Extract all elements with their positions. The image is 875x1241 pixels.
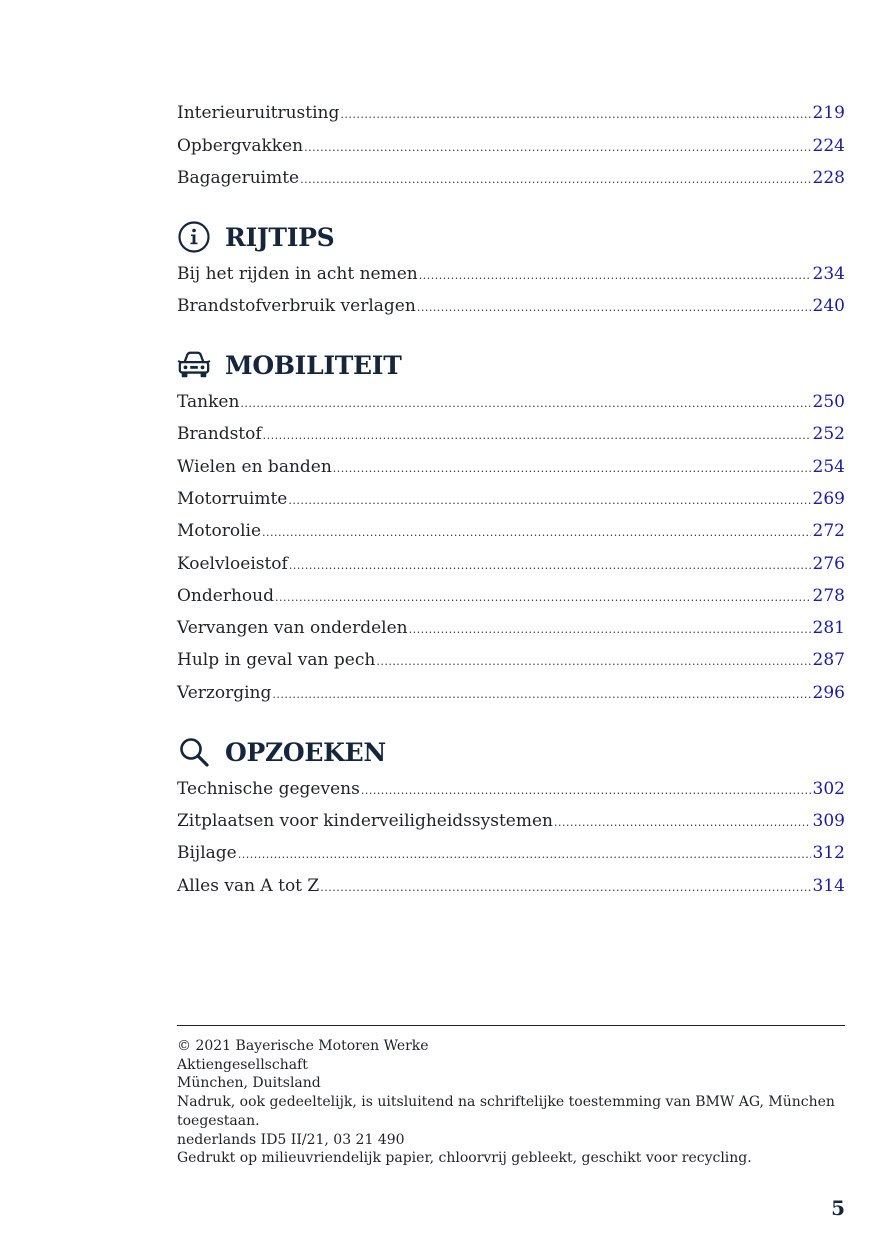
section-header-opzoeken [177,734,386,770]
toc-entry-page[interactable]: 224 [812,136,845,156]
imprint-line: Gedrukt op milieuvriendelijk papier, chloorvrij gebleekt, geschikt voor recycling. [177,1150,752,1167]
toc-entry-page[interactable]: 219 [812,103,845,123]
toc-entry-title: Hulp in geval van pech [177,650,376,670]
dot-leader [240,392,810,416]
dot-leader [289,554,811,578]
toc-entry[interactable] [177,487,845,511]
toc-entry-title: Vervangen van onderdelen [177,618,408,638]
page-number: 5 [831,1196,845,1220]
toc-entry[interactable] [177,584,845,608]
dot-leader [409,618,811,642]
dot-leader [272,683,810,707]
dot-leader [263,424,811,448]
toc-entry-title: Alles van A tot Z [177,876,320,896]
toc-entry-page[interactable]: 272 [812,521,845,541]
footer-divider [177,1025,845,1026]
toc-entry-page[interactable]: 302 [812,779,845,799]
toc-entry-title: Zitplaatsen voor kinderveiligheidssystemen [177,811,553,831]
toc-entry-page[interactable]: 252 [812,424,845,444]
toc-entry-title: Motorolie [177,521,262,541]
toc-entry-page[interactable]: 254 [812,457,845,477]
section-title: RIJTIPS [225,222,335,252]
toc-entry[interactable] [177,455,845,479]
toc-entry-page[interactable]: 287 [812,650,845,670]
toc-entry[interactable] [177,777,845,801]
toc-entry-page[interactable]: 234 [812,264,845,284]
toc-entry-page[interactable]: 314 [812,876,845,896]
toc-entry[interactable] [177,841,845,865]
toc-entry[interactable] [177,552,845,576]
toc-entry[interactable] [177,519,845,543]
imprint-line: nederlands ID5 II/21, 03 21 490 [177,1131,405,1148]
toc-entry-title: Opbergvakken [177,136,304,156]
section-header-mobiliteit [177,347,402,383]
info-circle-icon [177,220,211,254]
dot-leader [554,811,811,835]
toc-entry-title: Brandstofverbruik verlagen [177,296,416,316]
toc-entry-title: Interieuruitrusting [177,103,340,123]
toc-entry[interactable] [177,262,845,286]
toc-entry-page[interactable]: 278 [812,586,845,606]
section-title: OPZOEKEN [225,737,386,767]
imprint-line: Aktiengesellschaft [177,1056,308,1073]
dot-leader [361,779,811,803]
dot-leader [262,521,811,545]
imprint-line: © 2021 Bayerische Motoren Werke [177,1038,429,1054]
dot-leader [340,103,810,127]
toc-entry-title: Motorruimte [177,489,288,509]
toc-entry[interactable] [177,134,845,158]
car-icon [177,348,211,382]
toc-entry-title: Technische gegevens [177,779,360,799]
toc-entry-title: Verzorging [177,683,272,703]
dot-leader [275,586,811,610]
dot-leader [333,457,811,481]
toc-entry-page[interactable]: 276 [812,554,845,574]
search-icon [177,735,211,769]
toc-entry-page[interactable]: 309 [812,811,845,831]
toc-entry-title: Wielen en banden [177,457,332,477]
toc-entry-title: Bij het rijden in acht nemen [177,264,418,284]
section-title: MOBILITEIT [225,350,402,380]
toc-entry[interactable] [177,681,845,705]
toc-entry[interactable] [177,616,845,640]
toc-entry-page[interactable]: 228 [812,168,845,188]
imprint-line: Nadruk, ook gedeeltelijk, is uitsluitend na schriftelijke toestemming van BMW AG, München toegestaan. [177,1094,835,1129]
imprint [177,1037,845,1168]
dot-leader [238,843,811,867]
dot-leader [419,264,811,288]
toc-entry[interactable] [177,422,845,446]
toc-entry-title: Tanken [177,392,240,412]
toc-entry-title: Koelvloeistof [177,554,288,574]
toc-entry-title: Brandstof [177,424,262,444]
toc-entry-title: Bijlage [177,843,237,863]
toc-entry-page[interactable]: 250 [812,392,845,412]
dot-leader [320,876,810,900]
toc-entry[interactable] [177,874,845,898]
toc-entry-title: Onderhoud [177,586,274,606]
toc-entry[interactable] [177,809,845,833]
dot-leader [376,650,810,674]
toc-entry-page[interactable]: 281 [812,618,845,638]
dot-leader [300,168,810,192]
section-header-rijtips [177,219,334,255]
toc-entry[interactable] [177,101,845,125]
toc-entry[interactable] [177,648,845,672]
dot-leader [288,489,810,513]
toc-entry[interactable] [177,166,845,190]
toc-entry[interactable] [177,390,845,414]
dot-leader [304,136,810,160]
dot-leader [417,296,811,320]
toc-entry-title: Bagageruimte [177,168,300,188]
toc-entry[interactable] [177,294,845,318]
toc-entry-page[interactable]: 269 [812,489,845,509]
toc-entry-page[interactable]: 240 [812,296,845,316]
imprint-line: München, Duitsland [177,1075,321,1092]
toc-entry-page[interactable]: 312 [812,843,845,863]
toc-entry-page[interactable]: 296 [812,683,845,703]
